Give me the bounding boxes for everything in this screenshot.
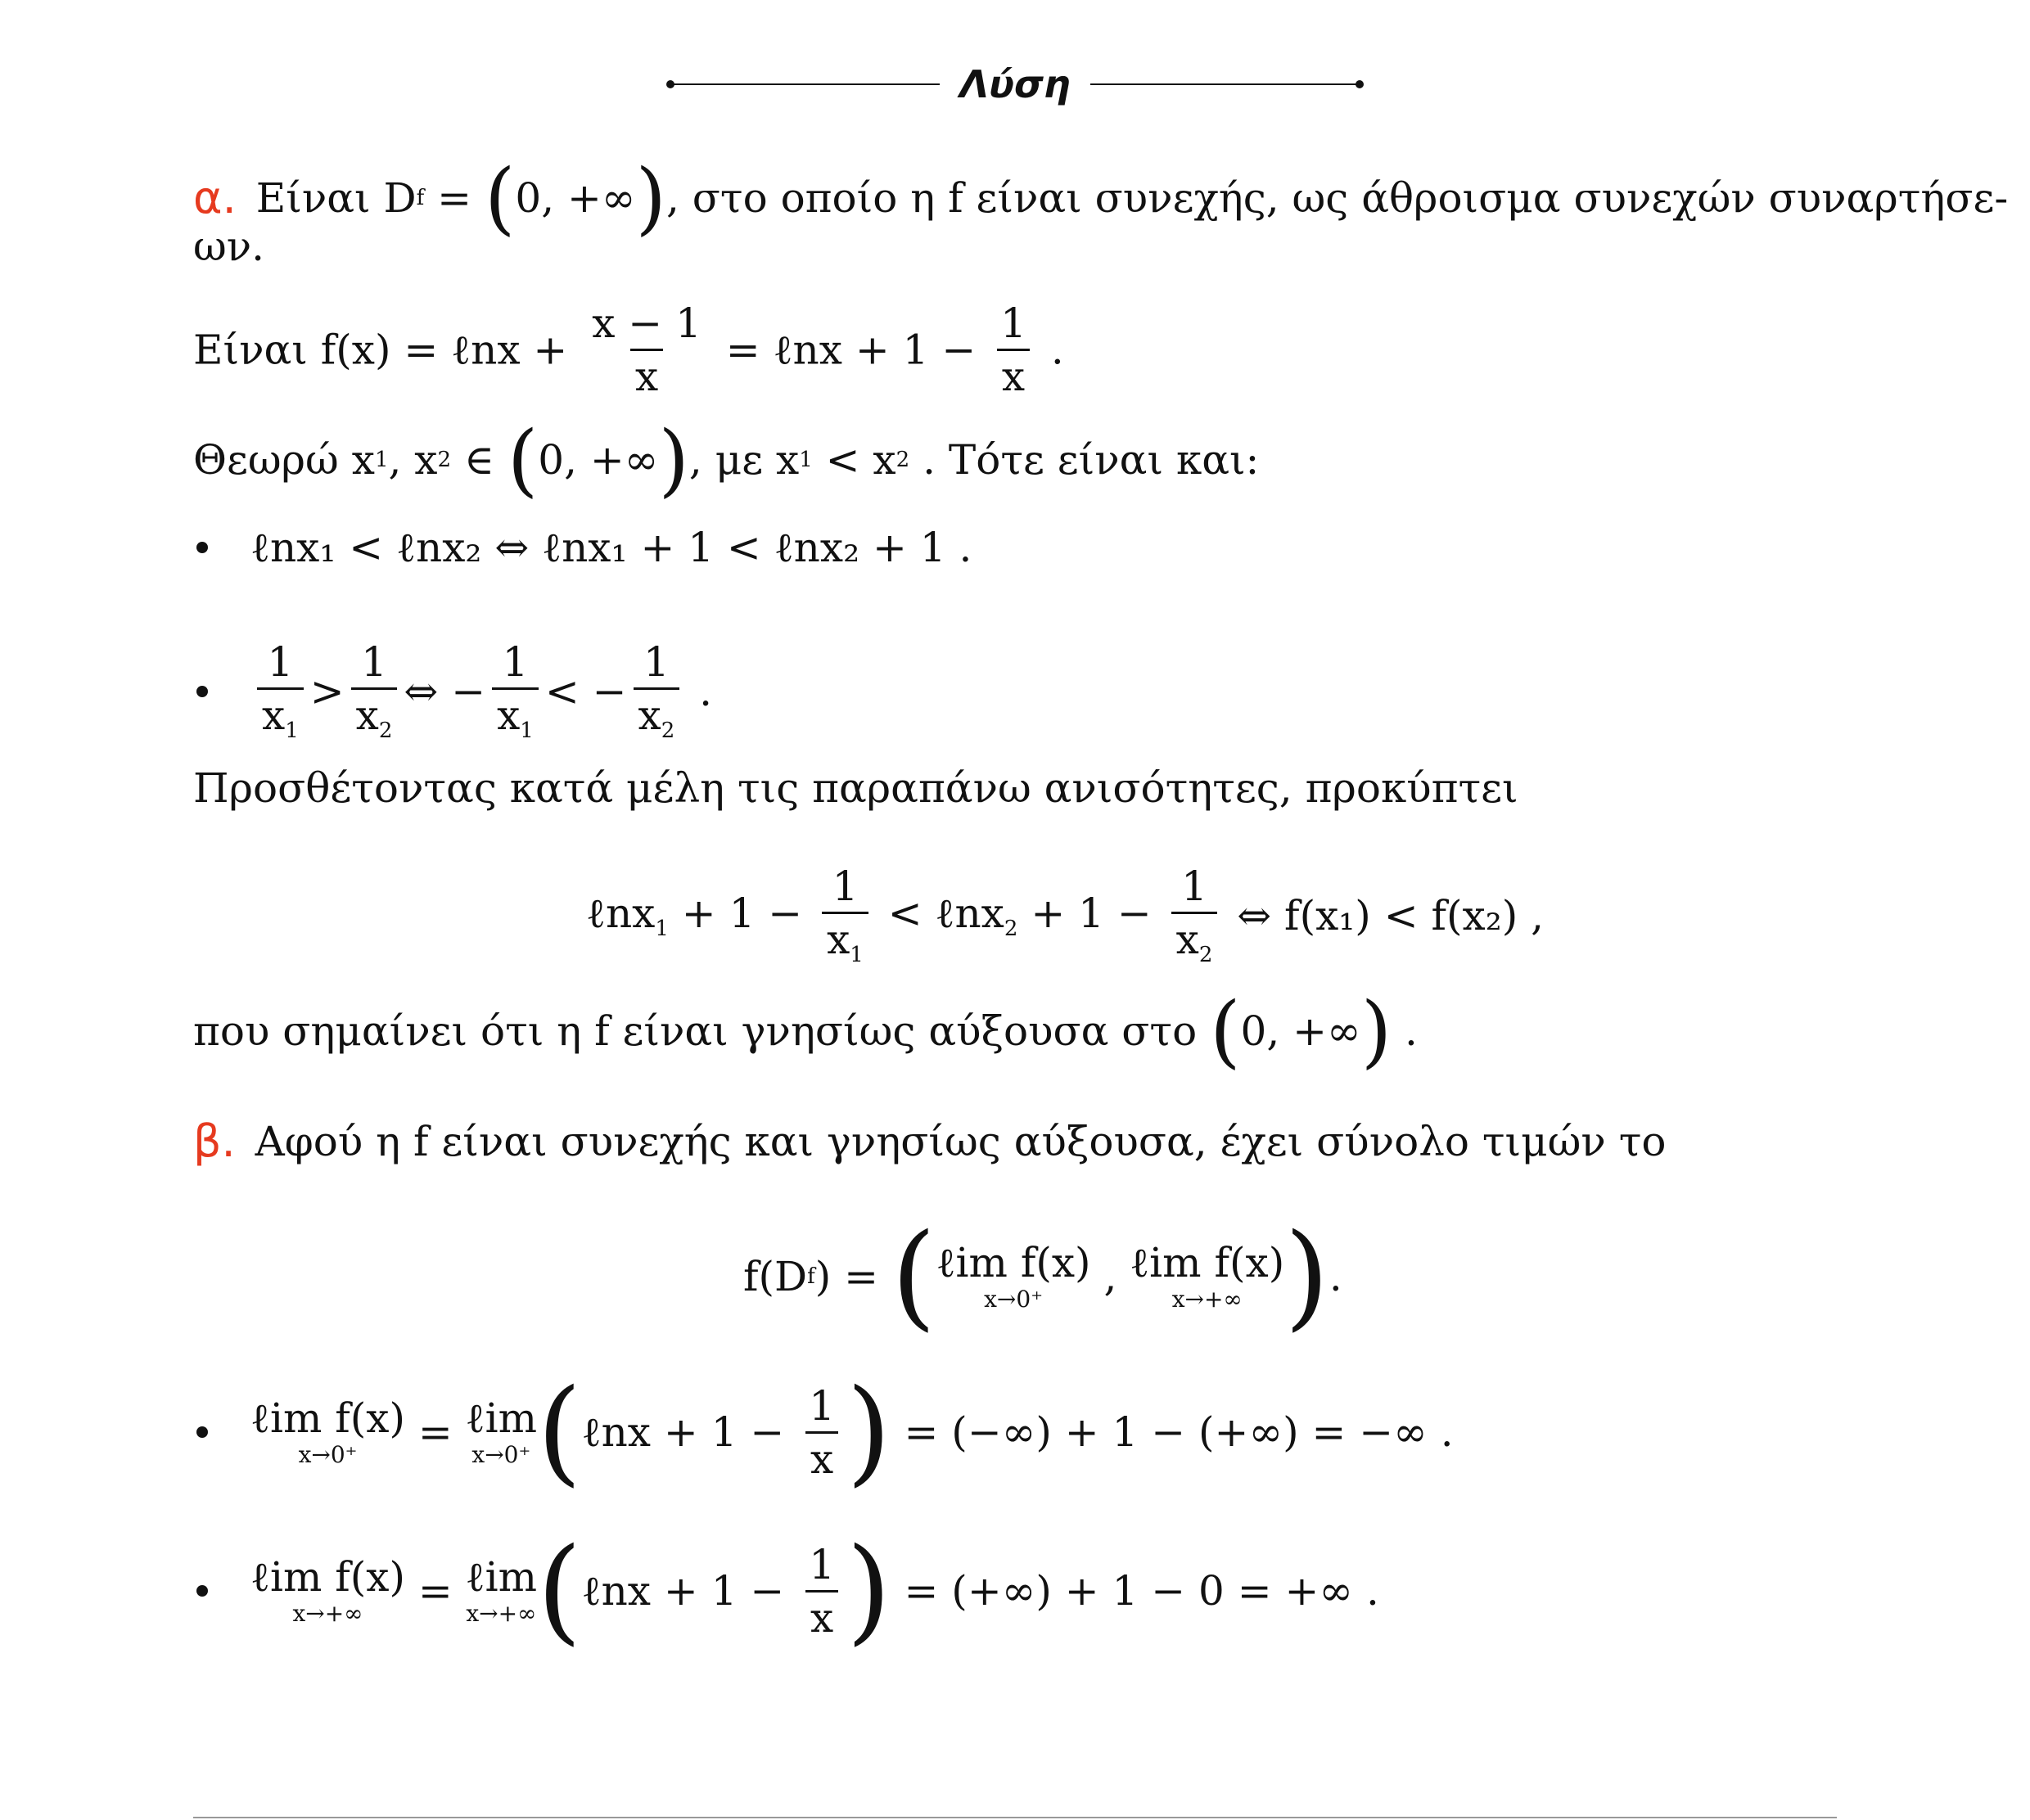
part-b-marker: β.: [193, 1115, 236, 1167]
bullet-icon: [196, 1585, 208, 1597]
bullet-icon: [196, 686, 208, 697]
footer-divider: [193, 1817, 1837, 1818]
bullet-icon: [196, 542, 208, 553]
part-a-marker: α.: [193, 172, 237, 223]
bullet-icon: [196, 1426, 208, 1438]
solution-page: Λύση α. Είναι Df = (0, +∞), στο οποίο η f είναι συνεχής, ως άθροισμα συνεχών συναρτήσε- ων. Είναι f(x) = ℓnx + $\frac{x - 1}{x}$ = ℓnx + 1 − $\frac{1}{x}$ . Θεωρώ x1, x2 ∈ (0, +∞), με x1 < x2 . Τότε είναι και: ℓnx₁ < ℓnx₂ ⇔ ℓnx₁ + 1 < ℓnx₂ + 1 . $\frac{1}{x_1}$ > $\frac{1}{x_2}$ ⇔ − $\frac{1}{x_1}$ < − $\frac{1}{x_2}$ . Προσθέτοντας κατά μέλη τις παραπάνω ανισότητες, προκύπτει ℓnx$_1$ + 1 − $\frac{1}{x_1}$ < ℓnx$_2$ + 1 − $\frac{1}{x_2}$ ⇔ f(x₁) < f(x₂) , που σημαίνει ότι η f είναι γνησίως αύξουσα στο (0, +∞) . β. Αφού η f είναι συνεχής και γνησίως αύξουσα, έχει σύνολο τιμών το f(Df) = ( ℓim f(x) x→0⁺ , ℓim f(x) x→+∞ ). ℓim f(x) x→0⁺ = ℓim x→0⁺ (ℓnx + 1 − $\frac{1}{x}$ ) = (−∞) + 1 − (+∞) = −∞ . ℓim f(x) x→+∞ = ℓim x→+∞ (ℓnx + 1 − $\frac{1}{x}$ ) = (+∞) + 1 − 0 = +∞ .: [0, 0, 2030, 1820]
heading-rule-left: [670, 83, 940, 85]
solution-heading: [0, 59, 2030, 106]
fraction: $\frac{x - 1}{x}$: [592, 300, 701, 400]
fraction: $\frac{1}{x}$: [995, 303, 1031, 397]
heading-text: Λύση: [959, 61, 1071, 106]
heading-rule-right: [1090, 83, 1360, 85]
